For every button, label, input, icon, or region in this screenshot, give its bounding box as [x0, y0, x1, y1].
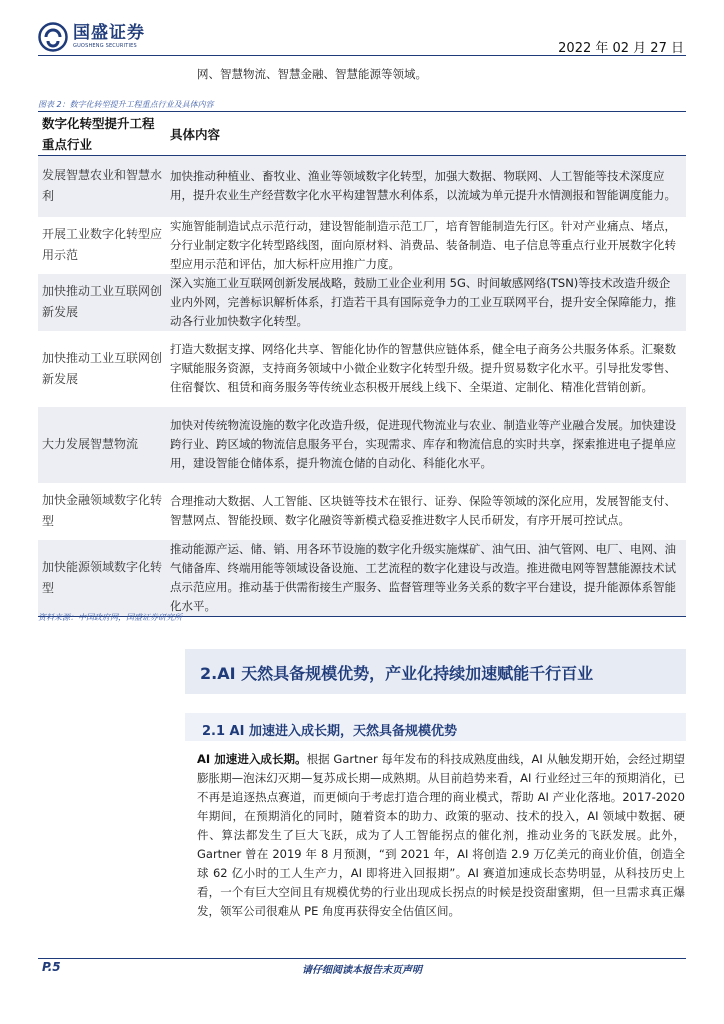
- paragraph-text: 根据 Gartner 每年发布的科技成熟度曲线，AI 从触发期开始，会经过期望膨胀期—泡沫幻灭期—复苏成长期—成熟期。从目前趋势来看，AI 行业经过三年的预期消化，已不再是追逐热点赛道，而更倾向于考虑打造合理的商业模式，帮助 AI 产业化落地。2017-2020 年期间，在预期消化的同时，随着资本的助力、政策的驱动、技术的投入，AI 领域中数据、硬件、算法都发生了巨大飞跃，成为了人工智能拐点的催化剂，推动业务的飞跃发展。此外，Gartner 曾在 2019 年 8 月预测，“到 2021 年，AI 将创造 2.9 万亿美元的商业价值，创造全球 62 亿小时的工人生产力，AI 即将进入回报期”。AI 赛道加速成长态势明显，从科技历史上看，一个有巨大空间且有规模优势的行业出现成长拐点的时候是投资甜蜜期，但一旦需求真正爆发，领军公司很难从 PE 角度再获得安全估值区间。: [197, 752, 685, 918]
- table-caption: 图表 2：数字化转型提升工程重点行业及具体内容: [38, 100, 214, 109]
- table-row: [38, 156, 686, 217]
- row-industry: 加快能源领域数字化转型: [38, 540, 166, 617]
- page-header: [0, 0, 724, 58]
- paragraph-lead: AI 加速进入成长期。: [197, 752, 307, 766]
- intro-line: 网、智慧物流、智慧金融、智慧能源等领域。: [197, 67, 427, 81]
- row-industry: 大力发展智慧物流: [38, 407, 166, 483]
- brand-logo: [38, 22, 145, 52]
- table-top-rule: [38, 111, 686, 112]
- table-row: [38, 540, 686, 617]
- table-source: 资料来源：中国政府网，国盛证券研究所: [38, 613, 182, 622]
- row-content: 合理推动大数据、人工智能、区块链等技术在银行、证券、保险等领域的深化应用，发展智能支付、智慧网点、智能投顾、数字化融资等新模式稳妥推进数字人民币研发，有序开展可控试点。: [170, 494, 676, 527]
- logo-name: 国盛证券: [73, 23, 145, 43]
- logo-icon: [38, 22, 68, 52]
- subsection-title: 2.1 AI 加速进入成长期，天然具备规模优势: [202, 724, 457, 739]
- row-industry: 加快金融领域数字化转型: [42, 493, 163, 528]
- footer-divider: [38, 958, 686, 959]
- row-content: 加快推动种植业、畜牧业、渔业等领域数字化转型，加强大数据、物联网、人工智能等技术深度应用，提升农业生产经营数字化水平构建智慧水利体系，以流域为单元提升水情测报和智能调度能力。: [166, 156, 686, 217]
- table-row: [38, 331, 686, 407]
- row-industry: 开展工业数字化转型应用示范: [42, 227, 163, 262]
- column-header-content: 具体内容: [166, 113, 686, 156]
- table-row: [38, 217, 686, 274]
- row-industry: 发展智慧农业和智慧水利: [38, 156, 166, 217]
- disclaimer-note: 请仔细阅读本报告末页声明: [302, 965, 422, 976]
- row-content: 推动能源产运、储、销、用各环节设施的数字化升级实施煤矿、油气田、油气管网、电厂、电网、油气储备库、终端用能等领域设备设施、工艺流程的数字化建设与改造。推进微电网等智慧能源技术试点示范应用。推动基于供需衔接生产服务、监督管理等业务关系的数字平台建设，提升能源体系智能化水平。: [166, 540, 686, 617]
- logo-english-name: GUOSHENG SECURITIES: [73, 43, 137, 49]
- page-number: P.5: [42, 960, 61, 974]
- body-paragraph: [197, 750, 685, 921]
- header-divider: [38, 55, 686, 56]
- table-row: [38, 483, 686, 540]
- row-content: 加快对传统物流设施的数字化改造升级，促进现代物流业与农业、制造业等产业融合发展。加快建设跨行业、跨区域的物流信息服务平台，实现需求、库存和物流信息的实时共享，探索推进电子提单应用，建设智能仓储体系，提升物流仓储的自动化、科能化水平。: [166, 407, 686, 483]
- column-header-industry: 数字化转型提升工程重点行业: [38, 113, 166, 156]
- row-industry: 加快推动工业互联网创新发展: [42, 350, 163, 386]
- table-header-row: [38, 113, 686, 156]
- section-title: 2.AI 天然具备规模优势，产业化持续加速赋能千行百业: [200, 664, 594, 683]
- report-date: 2022 年 02 月 27 日: [558, 41, 684, 56]
- table-row: [38, 407, 686, 483]
- row-content: 打造大数据支撑、网络化共享、智能化协作的智慧供应链体系，健全电子商务公共服务体系。汇聚数字赋能服务资源，支持商务领域中小微企业数字化转型升级。提升贸易数字化水平。引导批发零售、住宿餐饮、租赁和商务服务等传统业态积极开展线上线下、全渠道、定制化、精准化营销创新。: [170, 342, 676, 394]
- row-industry: 加快推动工业互联网创新发展: [38, 274, 166, 331]
- row-content: 深入实施工业互联网创新发展战略，鼓励工业企业利用 5G、时间敏感网络(TSN)等技术改造升级企业内外网，完善标识解析体系，打造若干具有国际竞争力的工业互联网平台，提升安全保障能力，推动各行业加快数字化转型。: [166, 274, 686, 331]
- row-content: 实施智能制造试点示范行动，建设智能制造示范工厂，培育智能制造先行区。针对产业痛点、堵点，分行业制定数字化转型路线图，面向原材料、消费品、装备制造、电子信息等重点行业开展数字化转型应用示范和评估，加大标杆应用推广力度。: [170, 218, 676, 271]
- table-row: [38, 274, 686, 331]
- industry-table: [38, 113, 686, 617]
